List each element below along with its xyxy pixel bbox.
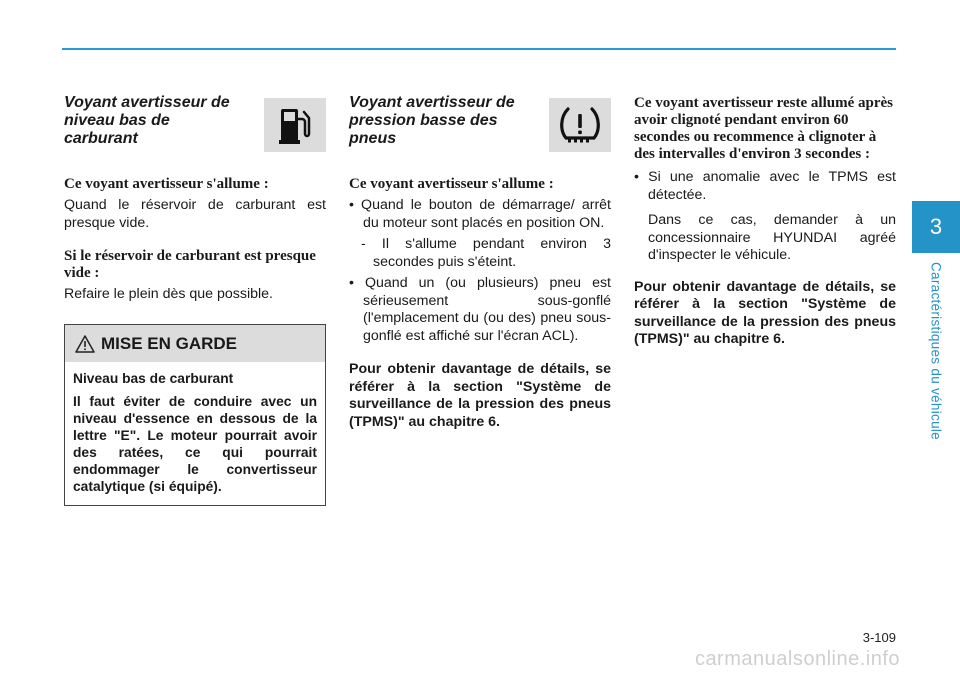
fuel-icon-box [264,98,326,152]
watermark: carmanualsonline.info [694,648,900,670]
tpms-section [349,92,611,431]
tpms-icon-box [549,98,611,152]
chapter-side-label [921,256,951,446]
fuel-on-heading: Ce voyant avertisseur s'allume : [64,176,269,192]
tpms-heading: Voyant avertisseur de pression basse des pneus [349,94,515,147]
tpms-more-info: Pour obtenir davantage de détails, se référer à la section "Système de surveillance de la pression des pneus (TPMS)" au chapitre 6. [349,361,611,430]
top-rule [62,48,896,50]
fuel-on-text: Quand le réservoir de carburant est presque vide. [64,197,326,231]
chapter-title: Caractéristiques du véhicule [928,262,944,440]
fuel-heading: Voyant avertisseur de niveau bas de carburant [64,94,230,147]
tpms-bullet-1: • Quand le bouton de démarrage/ arrêt du moteur sont placés en position ON. [349,197,611,231]
fuel-pump-icon [278,105,312,145]
chapter-tab [912,201,960,253]
blink-para: Dans ce cas, demander à un concessionnaire HYUNDAI agréé d'inspecter le véhicule. [648,212,896,263]
caution-title: MISE EN GARDE [101,333,238,353]
tpms-blink-section [634,92,896,349]
tpms-on-heading: Ce voyant avertisseur s'allume : [349,176,554,192]
caution-box [64,324,326,506]
fuel-empty-heading: Si le réservoir de carburant est presque vide : [64,248,316,281]
tire-pressure-icon [557,105,603,145]
caution-text: Il faut éviter de conduire avec un niveau d'essence en dessous de la lettre "E". Le moteur pourrait avoir des ratées, ce qui pourrait endommager le convertisseur catalytique (si équipé). [73,394,317,494]
fuel-empty-text: Refaire le plein dès que possible. [64,286,274,302]
blink-heading: Ce voyant avertisseur reste allumé après avoir clignoté pendant environ 60 secondes ou recommence à clignoter à des intervalles d'environ 3 secondes : [634,95,893,162]
warning-triangle-icon [75,335,95,353]
fuel-section [64,92,326,304]
caution-subtitle: Niveau bas de carburant [73,371,234,386]
tpms-bullet-2: • Quand un (ou plusieurs) pneu est sérieusement sous-gonflé (l'emplacement du (ou des) pneu sous-gonflé est affiché sur l'écran ACL). [349,275,611,344]
blink-more-info: Pour obtenir davantage de détails, se référer à la section "Système de surveillance de la pression des pneus (TPMS)" au chapitre 6. [634,278,896,347]
chapter-number: 3 [929,214,943,239]
tpms-sub-1: - Il s'allume pendant environ 3 secondes puis s'éteint. [361,236,611,270]
page-number: 3-109 [862,630,896,645]
blink-bullet-1: • Si une anomalie avec le TPMS est détectée. [634,169,896,203]
caution-header [65,325,325,362]
